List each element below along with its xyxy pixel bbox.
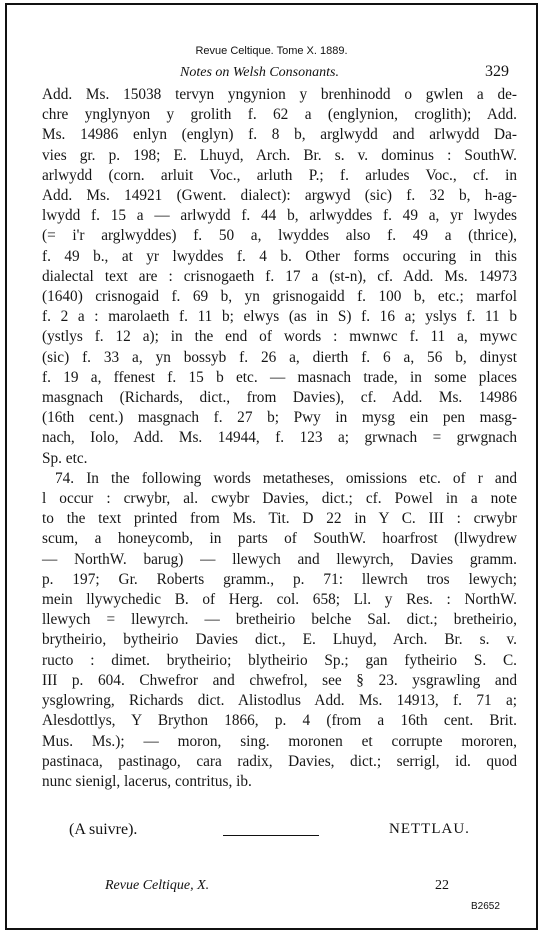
text-line: llewych = llewyrch. — bretheirio belche Sal. dict.; bretheirio,: [42, 611, 517, 629]
text-line: Ms. 14986 enlyn (englyn) f. 8 b, arglwydd and arlwydd Da-: [42, 126, 517, 144]
text-line: — NorthW. barug) — llewych and llewyrch, Davies gramm.: [42, 550, 517, 568]
text-line: chre ynglynyon y grolith f. 62 a (englynion, croglith); Add.: [42, 106, 517, 124]
text-line: f. 2 a : marolaeth f. 11 b; elwys (as in S) f. 16 a; yslys f. 11 b: [42, 308, 517, 326]
running-head: Notes on Welsh Consonants.: [180, 65, 339, 80]
text-line: pastinaca, pastinago, cara radix, Davies, dict.; serrigl, id. quod: [42, 752, 517, 770]
text-line: Alesdottlys, Y Brython 1866, p. 4 (from a 16th cent. Brit.: [42, 712, 517, 730]
text-line: (1640) crisnogaid f. 69 b, yn grisnogaidd f. 100 b, etc.; marfol: [42, 288, 517, 306]
reference-code: B2652: [471, 901, 500, 912]
text-line: Add. Ms. 14921 (Gwent. dialect): argwyd (sic) f. 32 b, h-ag-: [42, 187, 517, 205]
text-line: (16th cent.) masgnach f. 27 b; Pwy in mysg ein pen masg-: [42, 409, 517, 427]
source-line: Revue Celtique. Tome X. 1889.: [195, 45, 348, 57]
text-line: (ystlys f. 12 a); in the end of words : mwnwc f. 11 a, mywc: [42, 328, 517, 346]
page-number: 329: [485, 63, 509, 80]
signature-mark: 22: [435, 878, 449, 893]
text-line: brytheirio, bytheirio Davies dict., E. Lhuyd, Arch. Br. s. v.: [42, 631, 517, 649]
text-line: arlwydd (corn. arluit Voc., arluth P.; f. arludes Voc., cf. in: [42, 166, 517, 184]
text-line: Add. Ms. 15038 tervyn yngynion y brenhinodd o gwlen a de-: [42, 86, 517, 103]
text-line: 74. In the following words metatheses, omissions etc. of r and: [55, 469, 517, 487]
text-line: p. 197; Gr. Roberts gramm., p. 71: llewrch tros lewych;: [42, 570, 517, 588]
text-line: to the text printed from Ms. Tit. D 22 in Y C. III : crwybr: [42, 510, 517, 528]
text-line: (= i'r arglwyddes) f. 50 a, lwyddes also f. 49 a (thrice),: [42, 227, 517, 245]
text-line: Sp. etc.: [42, 449, 88, 467]
text-line: f. 49 b., at yr lwyddes f. 4 b. Other forms occuring in this: [42, 247, 517, 265]
footer-journal: Revue Celtique, X.: [105, 878, 210, 893]
text-line: ructo : dimet. brytheirio; blytheirio Sp.; gan fytheirio S. C.: [42, 651, 517, 669]
text-line: III p. 604. Chwefror and chwefrol, see § 23. ysgrawling and: [42, 671, 517, 689]
text-line: Mus. Ms.); — moron, sing. moronen et corrupte mororen,: [42, 732, 517, 750]
closing-rule: [223, 835, 319, 836]
text-line: (sic) f. 33 a, yn bossyb f. 26 a, dierth f. 6 a, 56 b, dinyst: [42, 348, 517, 366]
author-name: NETTLAU.: [389, 821, 470, 837]
body-text: [42, 85, 517, 792]
text-line: l occur : crwybr, al. cwybr Davies, dict.; cf. Powel in a note: [42, 490, 517, 508]
text-line: masgnach (Richards, dict., from Davies), cf. Add. Ms. 14986: [42, 389, 517, 407]
book-page: [5, 3, 538, 930]
text-line: vies gr. p. 198; E. Lhuyd, Arch. Br. s. v. dominus : SouthW.: [42, 146, 517, 164]
text-line: dialectal text are : crisnogaeth f. 17 a (st-n), cf. Add. Ms. 14973: [42, 267, 517, 285]
text-line: scum, a honeycomb, in parts of SouthW. hoarfrost (llwydrew: [42, 530, 517, 548]
text-line: ysglowring, Richards dict. Alistodlus Add. Ms. 14913, f. 71 a;: [42, 692, 517, 710]
continued-note: (A suivre).: [69, 821, 138, 838]
text-line: nach, Iolo, Add. Ms. 14944, f. 123 a; grwnach = grwgnach: [42, 429, 517, 447]
text-line: mein llywychedic B. of Herg. col. 658; Ll. y Res. : NorthW.: [42, 591, 517, 609]
text-line: lwydd f. 15 a — arlwydd f. 44 b, arlwyddes f. 49 a, yr lwydes: [42, 207, 517, 225]
text-line: f. 19 a, ffenest f. 15 b etc. — masnach trade, in some places: [42, 368, 517, 386]
text-line: nunc sienigl, lacerus, contritus, ib.: [42, 772, 252, 790]
